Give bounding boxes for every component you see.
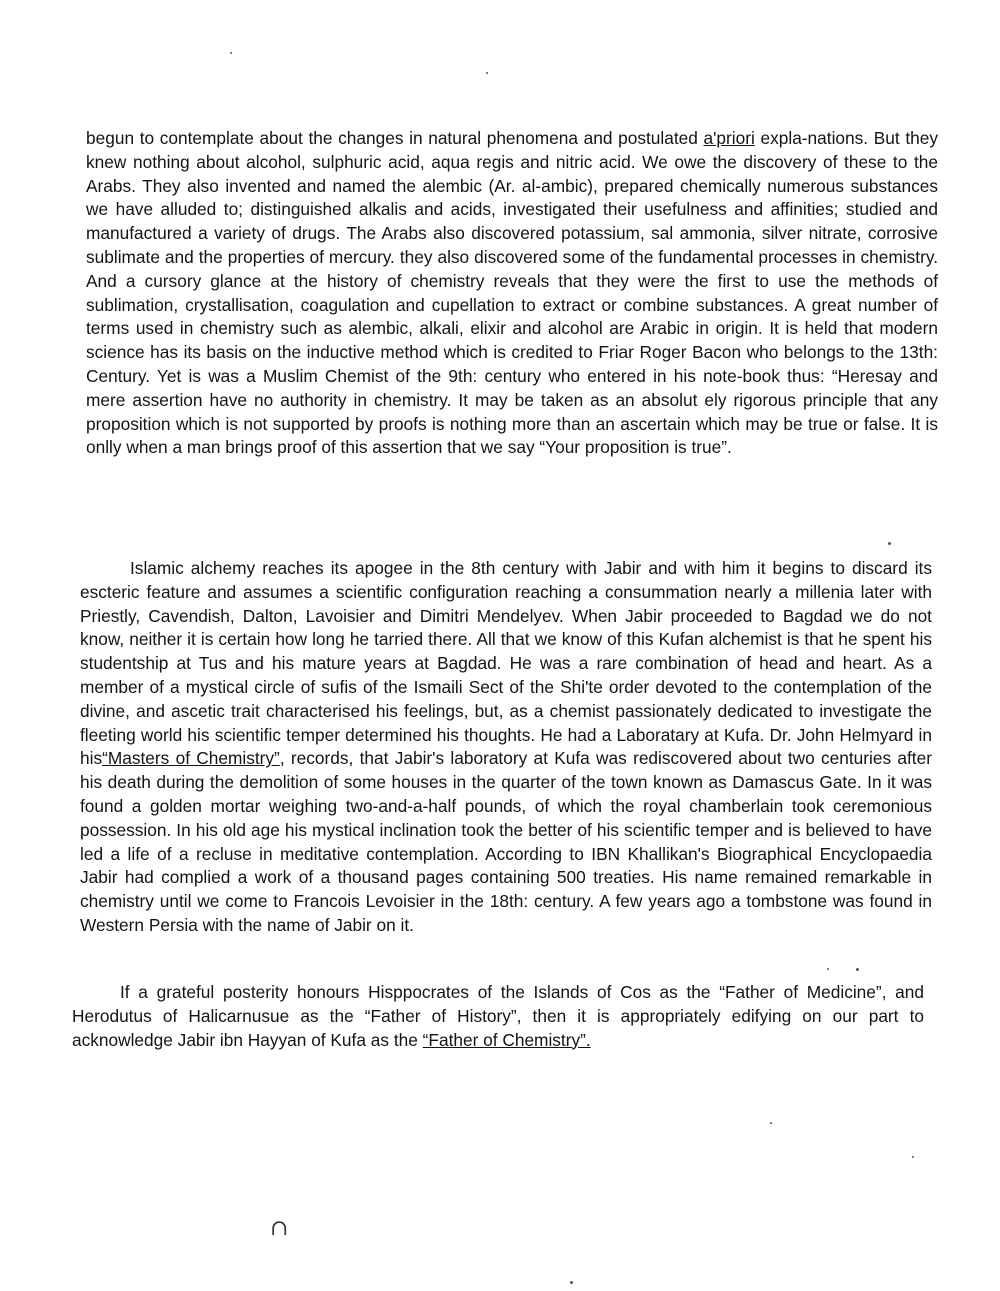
handwritten-mark: ∩ — [270, 1216, 289, 1241]
scan-speck — [888, 542, 891, 545]
paragraph-2-text-a: Islamic alchemy reaches its apogee in the 8th century with Jabir and with him it begins to discard its escteric feature and assumes a scientific configuration reaching a consummation nearly a millenia later with Priestly, Cavendish, Dalton, Lavoisier and Dimitri Mendelyev. When Jabir proceeded to Bagdad we do not know, neither it is certain how long he tarried there. All that we know of this Kufan alchemist is that he spent his studentship at Tus and his mature years at Bagdad. He was a rare combination of head and heart. As a member of a mystical circle of sufis of the Ismaili Sect of the Shi'te order devoted to the contemplation of the divine, and ascetic trait characterised his feelings, but, as a chemist passionately dedicated to investigate the fleeting world his scientific temper determined his thoughts. He had a Laboratary at Kufa. Dr. John Helmyard in his — [80, 558, 932, 769]
paragraph-3 — [72, 981, 924, 1052]
scan-speck — [230, 52, 232, 54]
paragraph-1-text-b: expla-nations. But they knew nothing about alcohol, sulphuric acid, aqua regis and nitric acid. We owe the discovery of these to the Arabs. They also invented and named the alembic (Ar. al-ambic), prepared chemically numerous substances we have alluded to; distinguished alkalis and acids, investigated their usefulness and affinities; studied and manufactured a variety of drugs. The Arabs also discovered potassium, sal ammonia, silver nitrate, corrosive sublimate and the properties of mercury. they also discovered some of the fundamental processes in chemistry. And a cursory glance at the history of chemistry reveals that they were the first to use the methods of sublimation, crystallisation, coagulation and cupellation to extract or combine substances. A great number of terms used in chemistry such as alembic, alkali, elixir and alcohol are Arabic in origin. It is held that modern science has its basis on the inductive method which is credited to Friar Roger Bacon who belongs to the 13th: Century. Yet is was a Muslim Chemist of the 9th: century who entered in his note-book thus: “Heresay and mere assertion have no authority in chemistry. It may be taken as an absolut ely rigorous principle that any proposition which is not supported by proofs is nothing more than an ascertain which may be true or false. It is onlly when a man brings proof of this assertion that we say “Your proposition is true”. — [86, 128, 938, 458]
paragraph-1 — [86, 127, 938, 460]
scan-speck — [770, 1122, 772, 1124]
scan-speck — [856, 968, 859, 971]
masters-of-chemistry-title: “Masters of Chemistry” — [102, 748, 280, 769]
paragraph-2 — [80, 557, 932, 938]
paragraph-1-text-a: begun to contemplate about the changes in natural phenomena and postulated — [86, 128, 704, 148]
scan-speck — [827, 968, 829, 970]
apriori-underlined: a'priori — [703, 128, 755, 148]
scan-speck — [570, 1281, 573, 1284]
father-of-chemistry-phrase: “Father of Chemistry”. — [422, 1029, 591, 1050]
paragraph-2-text-b: , records, that Jabir's laboratory at Kufa was rediscovered about two centuries after his death during the demolition of some houses in the quarter of the town known as Damascus Gate. In it was found a golden mortar weighing two-and-a-half pounds, of which the royal chamberlain took ceremonious possession. In his old age his mystical inclination took the better of his scientific temper and is believed to have led a life of a recluse in meditative contemplation. According to IBN Khallikan's Biographical Encyclopaedia Jabir had complied a work of a thousand pages containing 500 treaties. His name remained remarkable in chemistry until we come to Francois Levoisier in the 18th: century. A few years ago a tombstone was found in Western Persia with the name of Jabir on it. — [80, 748, 932, 935]
scan-speck — [486, 72, 488, 74]
scan-speck — [912, 1156, 914, 1158]
paragraph-3-text-a: If a grateful posterity honours Hisppocrates of the Islands of Cos as the “Father of Medicine”, and Herodutus of Halicarnusue as the “Father of History”, then it is appropriately edifying on our part to acknowledge Jabir ibn Hayyan of Kufa as the — [72, 982, 924, 1050]
